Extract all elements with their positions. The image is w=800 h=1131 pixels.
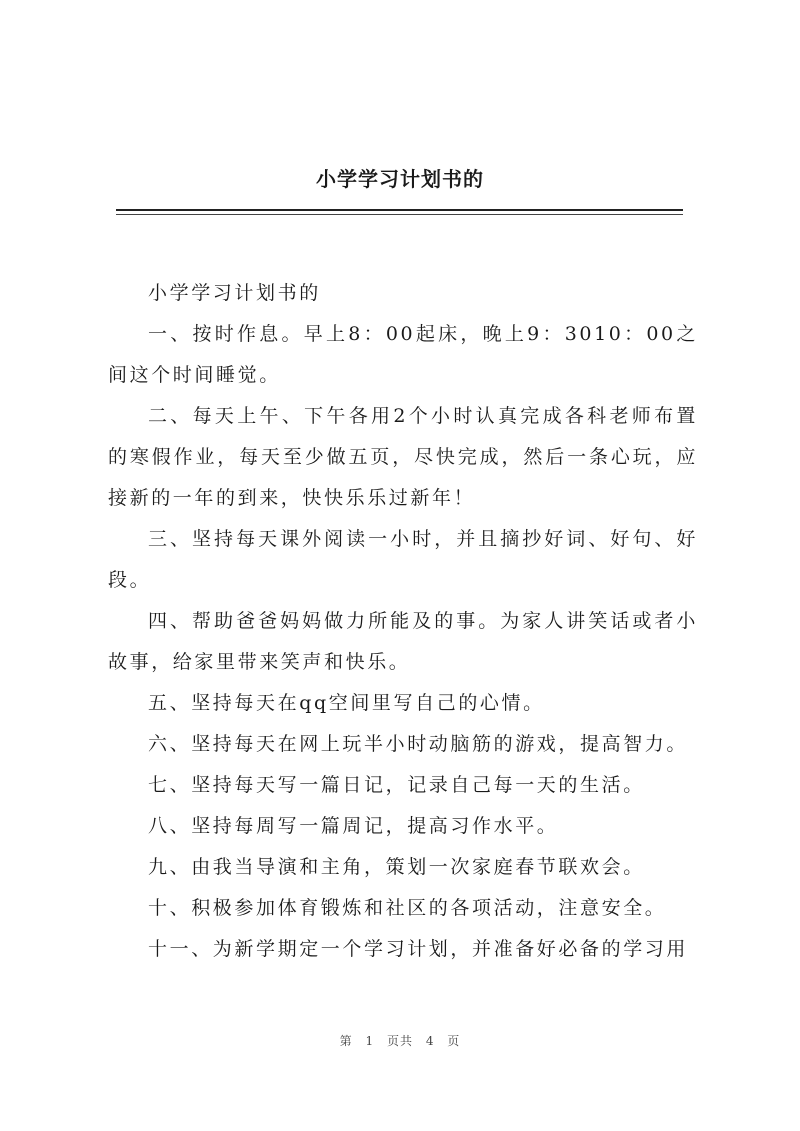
paragraph-item-9: 九、由我当导演和主角，策划一次家庭春节联欢会。 xyxy=(148,856,645,878)
paragraph-item-7: 七、坚持每天写一篇日记，记录自己每一天的生活。 xyxy=(148,774,645,796)
paragraph-item-8: 八、坚持每周写一篇周记，提高习作水平。 xyxy=(148,815,559,837)
page-footer xyxy=(0,1032,800,1049)
paragraph-item-3: 三、坚持每天课外阅读一小时，并且摘抄好词、好句、好段。 xyxy=(108,528,698,591)
paragraph-heading: 小学学习计划书的 xyxy=(148,282,321,304)
paragraph-item-4: 四、帮助爸爸妈妈做力所能及的事。为家人讲笑话或者小故事，给家里带来笑声和快乐。 xyxy=(108,610,698,673)
footer-prefix: 第 xyxy=(339,1034,353,1048)
title-divider-thin xyxy=(116,214,683,215)
page-title: 小学学习计划书的 xyxy=(316,167,484,191)
footer-current-page: 1 xyxy=(365,1034,375,1048)
paragraph-item-6: 六、坚持每天在网上玩半小时动脑筋的游戏，提高智力。 xyxy=(148,733,689,755)
document-body xyxy=(108,273,698,970)
paragraph-item-1: 一、按时作息。早上8：00起床，晚上9：3010：00之间这个时间睡觉。 xyxy=(108,323,698,386)
paragraph-item-10: 十、积极参加体育锻炼和社区的各项活动，注意安全。 xyxy=(148,897,667,919)
paragraph-item-2: 二、每天上午、下午各用2个小时认真完成各科老师布置的寒假作业，每天至少做五页，尽快完成，然后一条心玩，应接新的一年的到来，快快乐乐过新年！ xyxy=(108,405,698,509)
title-divider xyxy=(116,209,683,211)
footer-middle: 页共 xyxy=(386,1034,413,1048)
footer-suffix: 页 xyxy=(447,1034,461,1048)
paragraph-item-5: 五、坚持每天在qq空间里写自己的心情。 xyxy=(148,692,545,714)
paragraph-item-11: 十一、为新学期定一个学习计划，并准备好必备的学习用 xyxy=(148,938,689,960)
footer-total-pages: 4 xyxy=(425,1034,435,1048)
